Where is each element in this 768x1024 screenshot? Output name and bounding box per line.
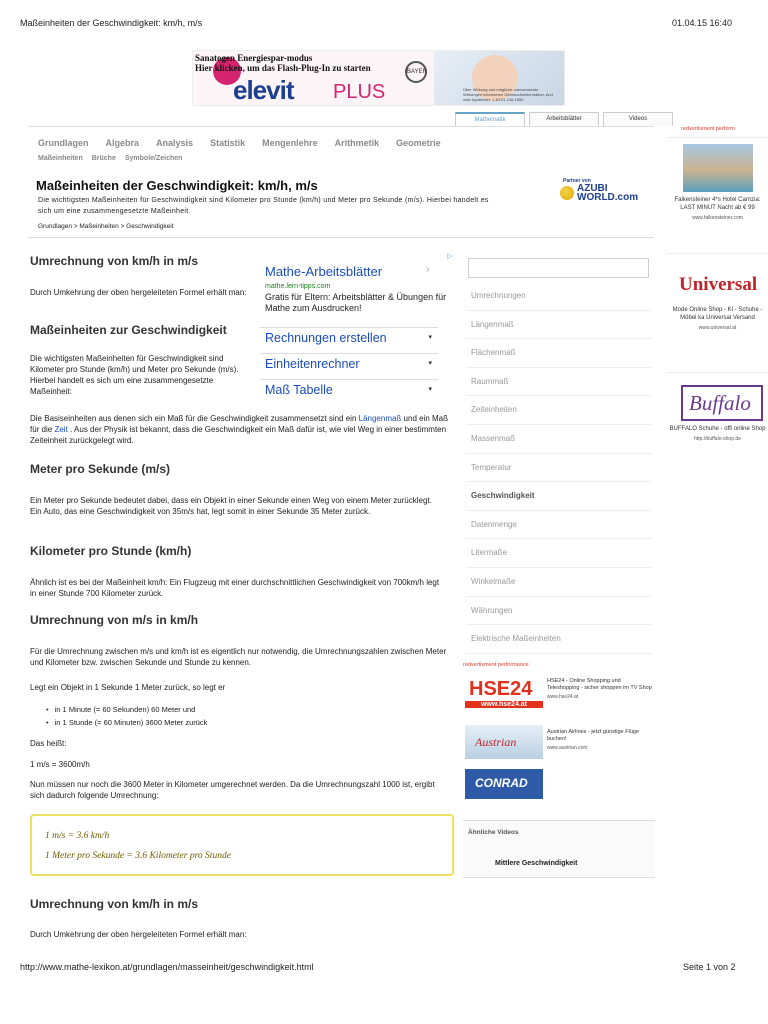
flash-line-2: Hier klicken, um das Flash-Plug-In zu starten [195,63,371,73]
ad-label-right: redvertisment perform [681,126,735,132]
elevit-logo: elevit [233,75,294,105]
print-title: Maßeinheiten der Geschwindigkeit: km/h, m/s [20,18,203,28]
nav-grundlagen[interactable]: Grundlagen [38,138,89,148]
tab-mathematik[interactable]: Mathematik [455,112,525,126]
ad-text: HSE24 - Online Shopping und Teleshopping - sicher shoppen im TV Shop [547,678,652,691]
ad-description: Gratis für Eltern: Arbeitsblätter & Übungen für Mathe zum Ausdrucken! [265,292,447,313]
heading-meter-pro-sekunde: Meter pro Sekunde (m/s) [30,462,171,476]
para-basiseinheiten: Die Basiseinheiten aus denen sich ein Maß für die Geschwindigkeit zusammensetzt sind ein Längenmaß und ein Maß für die Zeit . Aus der Physik ist bekannt, dass die Geschwindigkeit ein Maß dafür ist, wie viel Weg in einer bestimmten Zeiteinheit zurückgelegt wird. [30,414,449,445]
austrian-logo: Austrian [465,725,543,759]
formula-1: 1 m/s = 3.6 km/h [45,831,110,841]
ad-link[interactable]: www.falkensteiner.com [692,215,743,221]
para-meter-pro-sekunde: Ein Meter pro Sekunde bedeutet dabei, dass ein Objekt in einer Sekunde einen Weg von einem Meter zurücklegt. Ein Auto, das eine Geschwindigkeit von 35m/s hat, legt somit in einer Sekunde 35 Meter zurück. [30,496,432,516]
sidebar-item-massenmass[interactable]: Massenmaß [466,425,652,454]
conversion-list [46,703,207,729]
para-umrechnung-2: Für die Umrechnung zwischen m/s und km/h ist es eigentlich nur notwendig, die Umrechnungszahlen zwischen Meter und Kilometer bzw. zwischen Sekunde und Stunde zu kennen. [30,647,447,667]
ad-title[interactable]: Mathe-Arbeitsblätter [265,264,383,279]
sidebar-item-flaechenmass[interactable]: Flächenmaß [466,339,652,368]
ad-url[interactable]: www.austrian.com [547,745,588,751]
ad-buffalo[interactable] [667,372,768,472]
ad-label-bottom: redvertisment performance [463,662,529,668]
elevit-plus: PLUS [333,81,386,103]
tab-videos[interactable]: Videos [603,112,673,126]
header-divider [28,126,654,127]
sidebar-item-laengenmass[interactable]: Längenmaß [466,311,652,340]
para-nun: Nun müssen nur noch die 3600 Meter in Kilometer umgerechnet werden. Da die Umrechnungszahl 1000 ist, ergibt sich dadurch folgende Umrechnung: [30,780,435,800]
print-datetime: 01.04.15 16:40 [672,18,733,28]
ad-caption: Falkensteiner 4*s Hotel Carnzia: LAST MINUT Nacht ab € 99 [674,197,761,211]
para-objekt: Legt ein Objekt in 1 Sekunde 1 Meter zurück, so legt er [30,683,226,692]
para-umrechnung-3: Durch Umkehrung der oben hergeleiteten Formel erhält man: [30,930,247,939]
videos-heading: Ähnliche Videos [468,829,519,836]
flash-line-1: Sanatogen Energiespar-modus [195,53,313,63]
universal-logo: Universal [679,274,758,295]
title-divider [28,237,654,238]
heading-umrechnung-kmh-ms: Umrechnung von km/h in m/s [30,254,199,268]
ad-caption: BUFFALO Schuhe - offi online Shop [669,426,766,432]
heading-umrechnung-ms-kmh: Umrechnung von m/s in km/h [30,613,199,627]
main-nav [38,138,441,148]
ad-url[interactable]: www.hse24.at [547,694,579,700]
hotel-image [683,144,753,192]
sidebar-item-litermasse[interactable]: Litermaße [466,539,652,568]
ad-link[interactable]: www.universal.at [698,325,737,331]
print-url: http://www.mathe-lexikon.at/grundlagen/masseinheit/geschwindigkeit.html [20,962,314,972]
sidebar-item-geschwindigkeit[interactable]: Geschwindigkeit [466,482,652,511]
para-masseinheiten: Die wichtigsten Maßeinheiten für Geschwindigkeit sind Kilometer pro Stunde (km/h) und Meter pro Sekunde (m/s). Hierbei handelt es sich um eine zusammengesetzte Maßeinheit: [30,354,239,396]
page-title: Maßeinheiten der Geschwindigkeit: km/h, m/s [36,178,318,193]
ad-url[interactable]: mathe.lern-tipps.com [265,283,331,290]
ad-link-einheitenrechner[interactable]: Einheitenrechner ▾ [260,353,438,375]
sub-nav [38,155,182,162]
chevron-down-icon: ▾ [428,360,432,367]
chevron-down-icon: ▾ [428,334,432,341]
partner-logo[interactable] [560,178,644,202]
banner-ad[interactable] [192,50,565,106]
ad-link-rechnungen[interactable]: Rechnungen erstellen ▾ [260,327,438,349]
bayer-logo: BAYER [405,61,427,83]
ad-caption: Mode Online Shop - Kl - Schuhe - Möbel ka Universal Versand [672,307,763,321]
video-item[interactable]: Mittlere Geschwindigkeit [495,860,578,867]
chevron-right-icon[interactable]: › [426,264,430,275]
para-umrechnung-1: Durch Umkehrung der oben hergeleiteten Formel erhält man: [30,288,247,297]
flash-notice[interactable] [195,53,371,73]
list-item: • in 1 Minute (= 60 Sekunden) 60 Meter und [46,703,207,716]
sidebar-item-umrechnungen[interactable]: Umrechnungen [466,282,652,311]
ad-hse24[interactable] [463,676,655,714]
sidebar-item-elektrische[interactable]: Elektrische Maßeinheiten [466,625,652,654]
banner-small-print: Über Wirkung und mögliche unerwünschte Wirkungen informieren Gebrauchsinformation, Arzt oder Apotheker. 1-AT.01.216.1550 [463,87,553,102]
para-kilometer-pro-stunde: Ähnlich ist es bei der Maßeinheit km/h: Ein Flugzeug mit einer durchschnittlichen Geschwindigkeit von 700km/h legt in einer Stunde 700 Kilometer zurück. [30,578,440,598]
link-laengenmass[interactable]: Längenmaß [358,414,402,423]
sidebar-search-input[interactable] [468,258,649,278]
conrad-logo: CONRAD [465,769,543,799]
subnav-masseinheiten[interactable]: Maßeinheiten [38,155,83,162]
sidebar-item-datenmenge[interactable]: Datenmenge [466,511,652,540]
ad-conrad[interactable] [463,767,655,805]
chevron-down-icon: ▾ [428,386,432,393]
ad-info-icon[interactable]: ▷ [447,253,453,260]
sidebar-nav [466,282,652,654]
site-tabs [455,112,673,126]
buffalo-logo: Buffalo [681,385,763,421]
tab-arbeitsblaetter[interactable]: Arbeitsblätter [529,112,599,126]
partner-label: Partner von [563,178,591,184]
para-das-heisst: Das heißt: [30,739,67,748]
sidebar-item-temperatur[interactable]: Temperatur [466,454,652,483]
para-equation: 1 m/s = 3600m/h [30,760,90,769]
nav-mengenlehre[interactable]: Mengenlehre [262,138,318,148]
link-zeit[interactable]: Zeit [54,425,68,434]
breadcrumb[interactable]: Grundlagen > Maßeinheiten > Geschwindigkeit [38,223,174,230]
sidebar-item-winkelmasse[interactable]: Winkelmaße [466,568,652,597]
ad-link-mass-tabelle[interactable]: Maß Tabelle ▾ [260,379,438,401]
sidebar-item-raummass[interactable]: Raummaß [466,368,652,397]
partner-name-2: WORLD.com [577,192,639,203]
sidebar-item-waehrungen[interactable]: Währungen [466,597,652,626]
subnav-brueche[interactable]: Brüche [91,155,116,162]
formula-2: 1 Meter pro Sekunde = 3.6 Kilometer pro Stunde [45,851,231,861]
formula-box [30,814,454,876]
nav-statistik[interactable]: Statistik [210,138,246,148]
globe-icon [560,186,574,200]
ad-austrian[interactable] [463,723,655,761]
ad-link[interactable]: http://buffalo-shop.de [694,436,741,442]
print-page: Seite 1 von 2 [683,962,736,972]
adsense-block[interactable] [260,252,456,405]
list-item: • in 1 Stunde (= 60 Minuten) 3600 Meter zurück [46,716,207,729]
ad-falkensteiner[interactable] [667,137,768,241]
hse24-logo: HSE24 www.hse24.at [465,678,543,712]
sidebar-item-zeiteinheiten[interactable]: Zeiteinheiten [466,396,652,425]
ad-text: Austrian Airlines - jetzt günstige Flüge buchen! [547,729,640,742]
nav-arithmetik[interactable]: Arithmetik [334,138,380,148]
subnav-symbole[interactable]: Symbole/Zeichen [124,155,183,162]
heading-kilometer-pro-stunde: Kilometer pro Stunde (km/h) [30,544,192,558]
page-intro: Die wichtigsten Maßeinheiten für Geschwindigkeit sind Kilometer pro Stunde (km/h) und Meter pro Sekunde (m/s). Hierbei handelt es sich um eine zusammengesetzte Maßeinheit. [38,197,489,215]
nav-analysis[interactable]: Analysis [156,138,194,148]
partner-name-1: AZUBI [577,183,608,194]
ad-universal[interactable] [667,253,768,357]
heading-masseinheiten: Maßeinheiten zur Geschwindigkeit [30,323,227,337]
nav-algebra[interactable]: Algebra [105,138,140,148]
related-videos [463,820,655,878]
heading-umrechnung-kmh-ms-2: Umrechnung von km/h in m/s [30,897,199,911]
nav-geometrie[interactable]: Geometrie [396,138,441,148]
